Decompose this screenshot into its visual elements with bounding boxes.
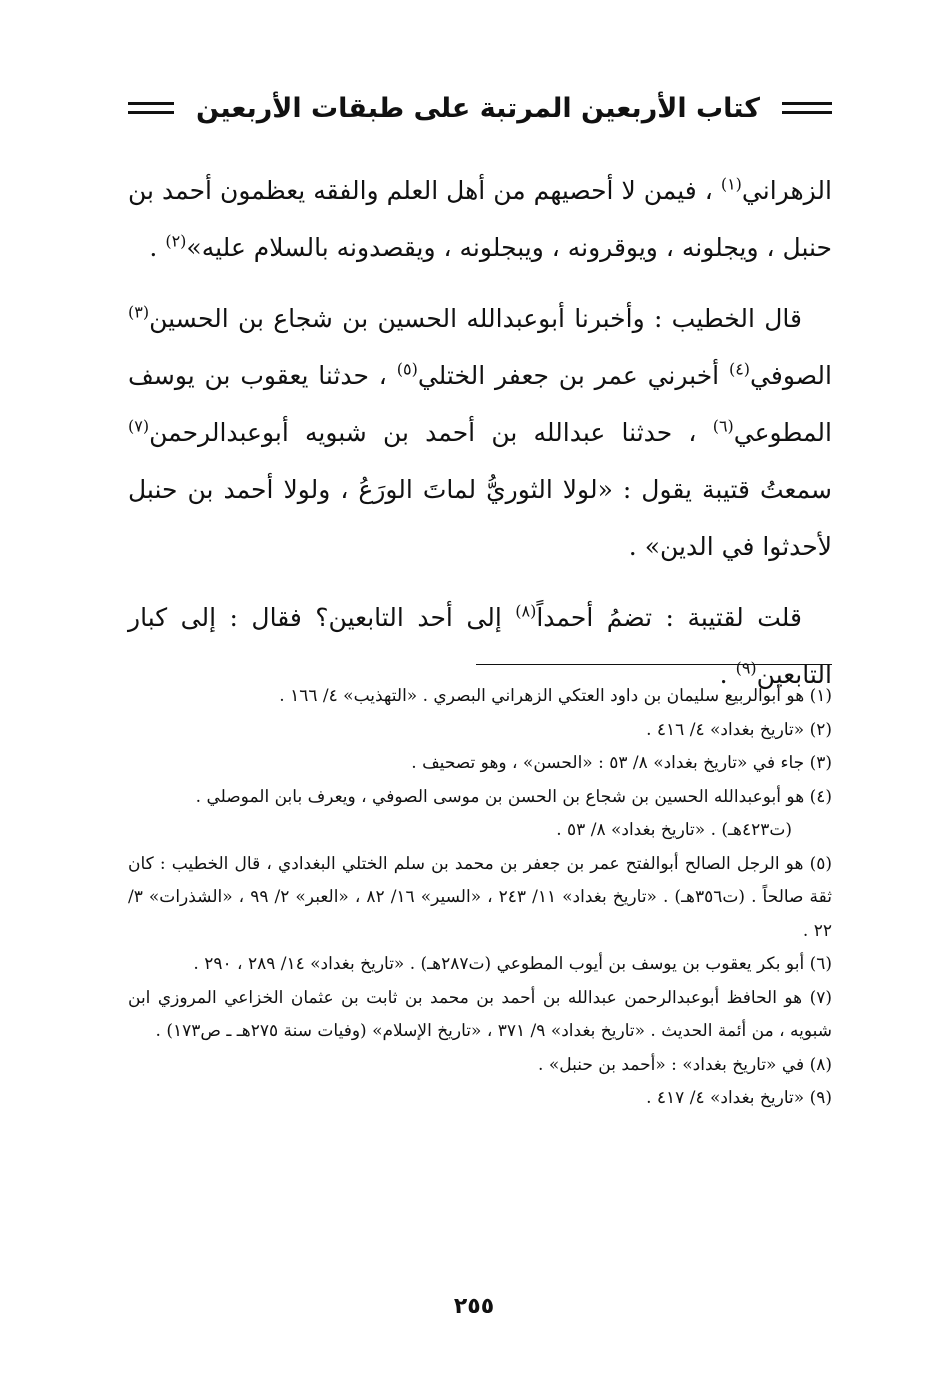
footnote-text: في «تاريخ بغداد» : «أحمد بن حنبل» . (538, 1054, 805, 1075)
body-text-segment: إلى أحد التابعين؟ فقال : إلى كبار التابعين (128, 603, 832, 689)
footnote-separator (476, 664, 832, 665)
footnote-item (128, 781, 832, 848)
body-text-segment: الصوفي (750, 361, 832, 390)
footnote-marker: (٧) (128, 416, 150, 436)
body-text-segment: الزهراني (741, 176, 832, 205)
footnote-item (128, 680, 832, 714)
header-title: كتاب الأربعين المرتبة على طبقات الأربعين (196, 92, 760, 124)
body-text-segment: قال الخطيب : وأخبرنا أبوعبدالله الحسين بن شجاع بن الحسين (149, 304, 802, 333)
footnote-number: (٦) (809, 954, 832, 974)
footnote-marker: (٣) (128, 302, 150, 322)
footnote-text: «تاريخ بغداد» ٤/ ٤١٧ . (646, 1088, 805, 1108)
footnote-item (128, 848, 832, 949)
header-rule-left (128, 102, 174, 114)
footnote-number: (١) (809, 686, 832, 706)
footnote-text: هو الحافظ أبوعبدالرحمن عبدالله بن أحمد بن محمد بن ثابت بن عثمان الخزاعي المروزي ابن شبويه ، من أئمة الحديث . «تاريخ بغداد» ٩/ ٣٧١ ، «تاريخ الإسلام» (وفيات سنة ٢٧٥هـ ـ ص١٧٣) . (128, 987, 832, 1041)
footnote-number: (٣) (809, 753, 832, 773)
footnote-item (128, 1049, 832, 1083)
footnote-text: هو أبوالربيع سليمان بن داود العتكي الزهراني البصري . «التهذيب» ٤/ ١٦٦ . (279, 686, 805, 706)
body-text-segment: . (149, 233, 166, 262)
running-header (128, 86, 832, 130)
body-text-segment: . (719, 660, 736, 689)
footnote-item (128, 1082, 832, 1116)
footnote-number: (٢) (809, 719, 832, 740)
footnote-text: أبو بكر يعقوب بن يوسف بن أيوب المطوعي (ت٢٨٧هـ) . «تاريخ بغداد» ١٤/ ٢٨٩ ، ٢٩٠ . (193, 954, 805, 974)
footnotes (128, 680, 832, 1116)
footnote-marker: (٥) (396, 359, 418, 379)
page-number: ٢٥٥ (453, 1294, 495, 1319)
body-text (128, 162, 832, 717)
footnote-number: (٧) (809, 987, 832, 1008)
body-text-segment: ، حدثنا يعقوب بن يوسف المطوعي (128, 361, 832, 447)
body-paragraph (128, 162, 832, 276)
footnote-text: هو الرجل الصالح أبوالفتح عمر بن جعفر بن محمد بن سلم الختلي البغدادي ، قال الخطيب : كان ثقة صالحاً . (ت٣٥٦هـ) . «تاريخ بغداد» ١١/ ٢٤٣ ، «السير» ١٦/ ٨٢ ، «العبر» ٢/ ٩٩ ، «الشذرات» ٣/ ٢٢ . (128, 853, 832, 941)
footnote-item (128, 747, 832, 781)
footnote-text: هو أبوعبدالله الحسين بن شجاع بن الحسن بن موسى الصوفي ، ويعرف بابن الموصلي . (195, 786, 805, 807)
footnote-marker: (٨) (515, 601, 537, 621)
footnote-text: جاء في «تاريخ بغداد» ٨/ ٥٣ : «الحسن» ، وهو تصحيف . (411, 753, 805, 773)
body-paragraph (128, 290, 832, 575)
footnote-number: (٥) (809, 853, 832, 874)
body-text-segment: ، حدثنا عبدالله بن أحمد بن شبويه أبوعبدالرحمن (149, 418, 713, 447)
footnote-item (128, 982, 832, 1049)
footnote-marker: (١) (720, 174, 742, 194)
body-text-segment: ، فيمن لا أحصيهم من أهل العلم والفقه يعظمون أحمد بن حنبل ، ويجلونه ، ويوقرونه ، ويبجلونه ، ويقصدونه بالسلام عليه» (128, 176, 832, 262)
body-text-segment: أخبرني عمر بن جعفر الختلي (417, 361, 729, 390)
footnote-item (128, 948, 832, 982)
footnote-marker: (٤) (728, 359, 751, 379)
footnote-marker: (٢) (165, 231, 187, 251)
header-rule-right (782, 102, 832, 114)
footnote-number: (٩) (809, 1088, 832, 1108)
footnote-text: «تاريخ بغداد» ٤/ ٤١٦ . (646, 719, 805, 740)
footnote-marker: (٩) (735, 658, 757, 678)
body-text-segment: قلت لقتيبة : تضمُ أحمداً (536, 603, 802, 632)
footnote-number: (٨) (809, 1054, 832, 1075)
footnote-marker: (٦) (712, 416, 734, 436)
footnote-item (128, 714, 832, 748)
footnote-text: (ت٤٢٣هـ) . «تاريخ بغداد» ٨/ ٥٣ . (556, 820, 792, 840)
footnote-number: (٤) (809, 786, 832, 807)
body-text-segment: سمعتُ قتيبة يقول : «لولا الثوريُّ لماتَ الورَعُ ، ولولا أحمد بن حنبل لأحدثوا في الدين» . (128, 475, 832, 561)
